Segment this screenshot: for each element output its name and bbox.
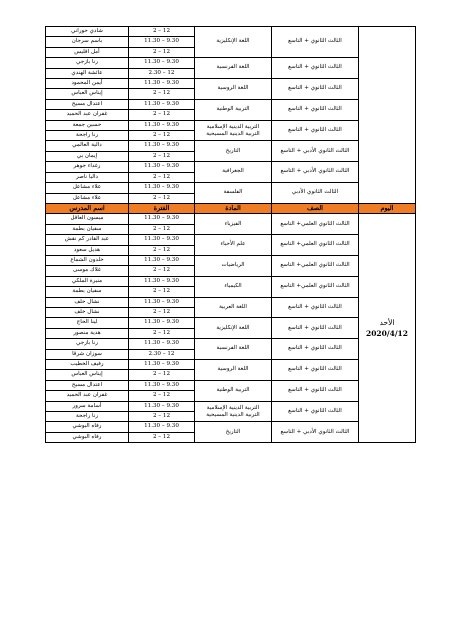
- period-cell: 12 – 2: [129, 307, 195, 317]
- teacher-cell: ميسون العاقل: [46, 214, 129, 224]
- period-cell: 9.30 – 11.30: [129, 401, 195, 411]
- period-cell: 12 – 2: [129, 89, 195, 99]
- period-cell: 12 – 2: [129, 432, 195, 442]
- subject-cell: الجغرافية: [195, 162, 272, 183]
- grade-cell: الثالث الثانوي الأدبي + التاسع: [272, 141, 359, 162]
- subject-line: التربية الدينية المسيحية: [206, 130, 260, 137]
- teacher-cell: داليا ناصر: [46, 172, 129, 182]
- header-period: الفترة: [129, 203, 195, 213]
- teacher-cell: باسم سرجان: [46, 37, 129, 47]
- period-cell: 9.30 – 11.30: [129, 235, 195, 245]
- grade-cell: الثالث الثانوي + التاسع: [272, 339, 359, 360]
- teacher-cell: رغداء جوهر: [46, 162, 129, 172]
- subject-cell: اللغة الفرنسية: [195, 58, 272, 79]
- table-row: [46, 27, 416, 37]
- period-cell: 12 – 2: [129, 370, 195, 380]
- period-cell: 12 – 2: [129, 412, 195, 422]
- period-cell: 12 – 2: [129, 266, 195, 276]
- period-cell: 9.30 – 11.30: [129, 79, 195, 89]
- period-cell: 9.30 – 11.30: [129, 162, 195, 172]
- teacher-cell: علاء مشاعل: [46, 193, 129, 203]
- header-row: [46, 203, 416, 213]
- teacher-cell: أمل اقليس: [46, 47, 129, 57]
- teacher-cell: رنا بازجي: [46, 339, 129, 349]
- teacher-cell: غفران عبد الحميد: [46, 110, 129, 120]
- teacher-cell: غفران عبد الحميد: [46, 391, 129, 401]
- subject-cell: التربية الوطنية: [195, 380, 272, 401]
- subject-cell: التاريخ: [195, 422, 272, 443]
- subject-cell: علم الأحياء: [195, 235, 272, 256]
- teacher-cell: نشال خلف: [46, 297, 129, 307]
- teacher-cell: رفاه البوشي: [46, 422, 129, 432]
- subject-cell: اللغة الفرنسية: [195, 339, 272, 360]
- period-cell: 12 – 2.30: [129, 68, 195, 78]
- teacher-cell: رنا بازجي: [46, 58, 129, 68]
- grade-cell: الثالث الثانوي العلمي+ التاسع: [272, 214, 359, 235]
- day-cell: [359, 214, 416, 443]
- subject-line: التربية الدينية الإسلامية: [206, 404, 260, 411]
- subject-cell: اللغة الروسية: [195, 79, 272, 100]
- period-cell: 9.30 – 11.30: [129, 422, 195, 432]
- period-cell: 9.30 – 11.30: [129, 141, 195, 151]
- period-cell: 9.30 – 11.30: [129, 297, 195, 307]
- header-subject: المادة: [195, 203, 272, 213]
- subject-line: التربية الدينية الإسلامية: [206, 123, 260, 130]
- period-cell: 9.30 – 11.30: [129, 360, 195, 370]
- period-cell: 12 – 2: [129, 287, 195, 297]
- subject-cell: اللغة الإنكليزية: [195, 27, 272, 58]
- period-cell: 12 – 2: [129, 328, 195, 338]
- grade-cell: الثالث الثانوي + التاسع: [272, 380, 359, 401]
- grade-cell: الثالث الثانوي العلمي+ التاسع: [272, 235, 359, 256]
- period-cell: 9.30 – 11.30: [129, 58, 195, 68]
- day-date: 2020/4/12: [365, 329, 408, 339]
- teacher-cell: إيناس العباس: [46, 370, 129, 380]
- period-cell: 9.30 – 11.30: [129, 380, 195, 390]
- subject-cell: اللغة الإنكليزية: [195, 318, 272, 339]
- period-cell: 12 – 2: [129, 224, 195, 234]
- period-cell: 12 – 2: [129, 193, 195, 203]
- teacher-cell: غلاك موسى: [46, 266, 129, 276]
- grade-cell: الثالث الثانوي العلمي+ التاسع: [272, 276, 359, 297]
- teacher-cell: سوزان شرقا: [46, 349, 129, 359]
- period-cell: 9.30 – 11.30: [129, 255, 195, 265]
- grade-cell: الثالث الثانوي + التاسع: [272, 120, 359, 141]
- subject-cell: [195, 401, 272, 422]
- period-cell: 12 – 2: [129, 245, 195, 255]
- period-cell: 12 – 2: [129, 391, 195, 401]
- teacher-cell: رفاه البوشي: [46, 432, 129, 442]
- teacher-cell: أسامة سرور: [46, 401, 129, 411]
- grade-cell: الثالث الثانوي الأدبي: [272, 183, 359, 204]
- subject-line: التربية الدينية المسيحية: [206, 411, 260, 418]
- period-cell: 12 – 2: [129, 151, 195, 161]
- teacher-cell: هدية منصور: [46, 328, 129, 338]
- subject-cell: الرياضيات: [195, 255, 272, 276]
- period-cell: 12 – 2: [129, 27, 195, 37]
- grade-cell: الثالث الثانوي + التاسع: [272, 79, 359, 100]
- grade-cell: الثالث الثانوي الأدبي + التاسع: [272, 162, 359, 183]
- subject-cell: اللغة الروسية: [195, 360, 272, 381]
- teacher-cell: اعتدال مسيح: [46, 380, 129, 390]
- grade-cell: الثالث الثانوي + التاسع: [272, 99, 359, 120]
- header-grade: الصف: [272, 203, 359, 213]
- day-cell: [359, 27, 416, 204]
- teacher-cell: نشال خلف: [46, 307, 129, 317]
- header-day: اليوم: [359, 203, 416, 213]
- subject-cell: التاريخ: [195, 141, 272, 162]
- grade-cell: الثالث الثانوي الأدبي + التاسع: [272, 422, 359, 443]
- grade-cell: الثالث الثانوي + التاسع: [272, 297, 359, 318]
- grade-cell: الثالث الثانوي + التاسع: [272, 360, 359, 381]
- table-row: [46, 214, 416, 224]
- period-cell: 12 – 2: [129, 131, 195, 141]
- grade-cell: الثالث الثانوي + التاسع: [272, 318, 359, 339]
- period-cell: 12 – 2: [129, 47, 195, 57]
- teacher-cell: رنا راجحة: [46, 412, 129, 422]
- schedule-body: [46, 27, 416, 443]
- teacher-cell: هديل سعود: [46, 245, 129, 255]
- teacher-cell: خلدون الشماع: [46, 255, 129, 265]
- day-name: الأحد: [379, 318, 395, 328]
- teacher-cell: حسين جمعة: [46, 120, 129, 130]
- grade-cell: الثالث الثانوي + التاسع: [272, 27, 359, 58]
- teacher-cell: رنا راجحة: [46, 131, 129, 141]
- teacher-cell: علاء مشاعل: [46, 183, 129, 193]
- header-teacher: اسم المدرس: [46, 203, 129, 213]
- teacher-cell: إيمان بي: [46, 151, 129, 161]
- period-cell: 9.30 – 11.30: [129, 214, 195, 224]
- period-cell: 9.30 – 11.30: [129, 339, 195, 349]
- teacher-cell: أيمن المحمود: [46, 79, 129, 89]
- period-cell: 9.30 – 11.30: [129, 99, 195, 109]
- period-cell: 9.30 – 11.30: [129, 276, 195, 286]
- period-cell: 12 – 2: [129, 172, 195, 182]
- subject-cell: الفلسفة: [195, 183, 272, 204]
- teacher-cell: رفيف الخطيب: [46, 360, 129, 370]
- teacher-cell: إيناس العباس: [46, 89, 129, 99]
- subject-cell: الفيزياء: [195, 214, 272, 235]
- teacher-cell: دالية العالمي: [46, 141, 129, 151]
- period-cell: 9.30 – 11.30: [129, 37, 195, 47]
- schedule-sheet: [46, 26, 416, 443]
- subject-cell: التربية الوطنية: [195, 99, 272, 120]
- teacher-cell: عبد القادر كم نقش: [46, 235, 129, 245]
- teacher-cell: منيرة الملكي: [46, 276, 129, 286]
- subject-cell: الكيمياء: [195, 276, 272, 297]
- grade-cell: الثالث الثانوي العلمي+ التاسع: [272, 255, 359, 276]
- teacher-cell: شادي حوراني: [46, 27, 129, 37]
- period-cell: 9.30 – 11.30: [129, 120, 195, 130]
- teacher-cell: سفيان بطمة: [46, 224, 129, 234]
- period-cell: 12 – 2.30: [129, 349, 195, 359]
- period-cell: 9.30 – 11.30: [129, 183, 195, 193]
- teacher-cell: عائشة الهندي: [46, 68, 129, 78]
- teacher-cell: لينا الحاج: [46, 318, 129, 328]
- subject-cell: اللغة العربية: [195, 297, 272, 318]
- subject-cell: [195, 120, 272, 141]
- grade-cell: الثالث الثانوي + التاسع: [272, 58, 359, 79]
- exam-schedule-table: [45, 26, 416, 443]
- period-cell: 12 – 2: [129, 110, 195, 120]
- grade-cell: الثالث الثانوي + التاسع: [272, 401, 359, 422]
- period-cell: 9.30 – 11.30: [129, 318, 195, 328]
- teacher-cell: اعتدال مسيح: [46, 99, 129, 109]
- teacher-cell: سفيان بطمة: [46, 287, 129, 297]
